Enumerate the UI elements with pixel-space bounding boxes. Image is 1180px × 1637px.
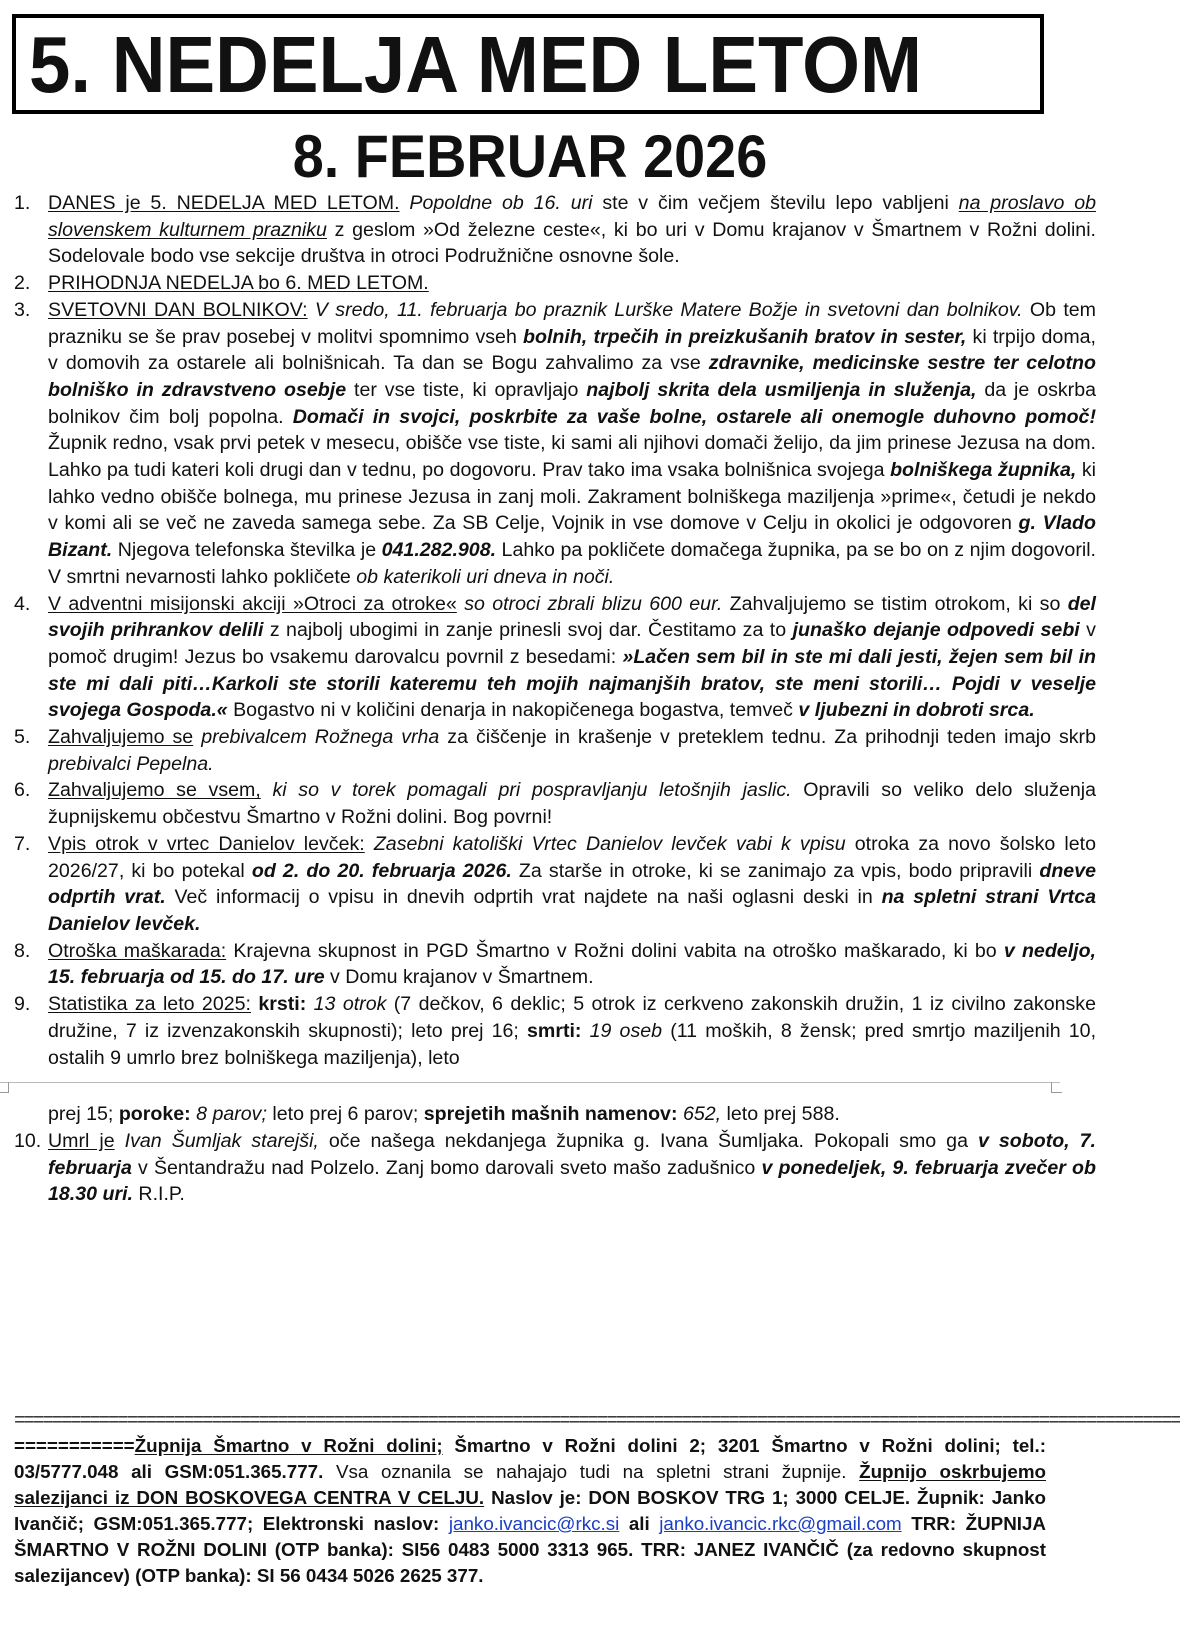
notice-emphasis: od 2. do 20. februarja 2026.: [251, 859, 512, 882]
salesians-note: Župnijo oskrbujemo salezijanci iz DON BOSKOVEGA CENTRA V CELJU.: [14, 1461, 1047, 1508]
notice-number: 9.: [14, 993, 31, 1016]
notice-emphasis: najbolj skrita dela usmiljenja in služenja,: [586, 378, 977, 401]
notice-heading: DANES je 5. NEDELJA MED LETOM.: [48, 192, 400, 214]
notice-heading: na proslavo ob slovenskem kulturnem prazniku: [48, 192, 1096, 241]
email-link-secondary[interactable]: janko.ivancic.rkc@gmail.com: [659, 1513, 902, 1534]
notice-text: ki trpijo doma, v domovih za ostarele ali bolnišnicah. Ta dan se Bogu zahvalimo za vse: [48, 325, 1096, 375]
notice-text: v Šentandražu nad Polzelo. Zanj bomo darovali sveto mašo zadušnico: [131, 1156, 762, 1179]
center-address: Naslov je: DON BOSKOV TRG 1; 3000 CELJE. Župnik: Janko Ivančič; GSM:051.365.777; Elektronski naslov:: [14, 1487, 1046, 1534]
notice-emphasis: 19 oseb: [589, 1019, 663, 1042]
notice-emphasis: zdravnike, medicinske sestre ter celotno bolniško in zdravstveno osebje: [48, 352, 1096, 401]
page-corner-left: [0, 1082, 9, 1093]
notice-text: otroka za novo šolsko leto 2026/27, ki bo potekal: [48, 832, 1097, 882]
notice-item: [14, 724, 1096, 777]
notice-emphasis: 8 parov;: [196, 1103, 267, 1126]
notice-text: v pomoč drugim! Jezus bo vsakemu darovalcu povrnil z besedami:: [48, 619, 1096, 668]
notice-emphasis: g. Vlado Bizant.: [48, 512, 1096, 562]
page-break-marker: [0, 1079, 1060, 1089]
notice-emphasis: sprejetih mašnih namenov:: [423, 1103, 678, 1126]
notice-emphasis: v soboto, 7. februarja: [48, 1129, 1096, 1179]
notice-emphasis: »Lačen sem bil in ste mi dali jesti, žejen sem bil in ste mi dali piti…Karkoli ste storili kateremu teh mojih najmanjših bratov, ste meni storili… Pojdi v veselje svojega Gospoda.«: [48, 645, 1096, 722]
notice-text: [306, 993, 313, 1015]
notice-text: ki lahko vedno obišče bolnega, mu prinese Jezusa in zanj moli. Zakrament bolniškega maziljenja »prime«, četudi je nekdo v komi ali se več ne zaveda samega sebe. Za SB Celje, Vojnik in vse domove v Celju in okolici je odgovoren: [48, 459, 1097, 535]
notice-text: Za starše in otroke, ki se zanimajo za vpis, bodo pripravili: [511, 859, 1040, 882]
page-title: 5. NEDELJA MED LETOM: [29, 20, 922, 109]
notice-heading: SVETOVNI DAN BOLNIKOV:: [48, 298, 308, 321]
notice-text: Krajevna skupnost in PGD Šmartno v Rožni dolini vabita na otroško maškarado, ki bo: [226, 939, 1004, 962]
notice-emphasis: Domači in svojci, poskrbite za vaše bolne, ostarele ali onemogle duhovno pomoč!: [292, 405, 1096, 428]
notice-number: 8.: [14, 939, 31, 962]
notice-text: [261, 779, 273, 801]
notice-emphasis: del svojih prihrankov delili: [48, 592, 1096, 642]
notice-text: z geslom »Od železne ceste«, ki bo uri v Domu krajanov v Šmartnem v Rožni dolini. Sodelovale bodo vse sekcije društva in otroci Podružnične osnovne šole.: [48, 218, 1096, 268]
notice-heading: Zahvaljujemo se vsem,: [48, 779, 261, 802]
notice-text: [308, 299, 315, 321]
notice-heading: V adventni misijonski akciji »Otroci za otroke«: [48, 592, 457, 615]
notice-item: [14, 991, 1097, 1071]
notice-emphasis: ki so v torek pomagali pri pospravljanju letošnjih jaslic.: [272, 779, 792, 802]
notice-number: 5.: [14, 726, 31, 749]
notice-text: ste v čim večjem številu lepo vabljeni: [592, 192, 959, 214]
notice-item: [14, 938, 1096, 991]
notice-emphasis: dneve odprtih vrat.: [48, 859, 1096, 909]
notice-number: 1.: [14, 192, 31, 214]
separator-line: ============================================================================================================================: [14, 1410, 1180, 1432]
notice-text: Opravili so veliko delo služenja župnijskemu občestvu Šmartno v Rožni dolini. Bog povrni!: [48, 779, 1096, 829]
notice-heading: Zahvaljujemo se: [48, 726, 194, 749]
notice-heading: PRIHODNJA NEDELJA bo 6. MED LETOM.: [48, 272, 429, 295]
notice-text: [115, 1130, 125, 1152]
notice-text: [581, 1020, 589, 1042]
notice-text: v Domu krajanov v Šmartnem.: [324, 966, 594, 989]
notice-text: da je oskrba bolnikov čim bolj popolna.: [48, 378, 1097, 428]
notice-text: Ob tem prazniku se še prav posebej v molitvi spomnimo vseh: [48, 298, 1096, 348]
notice-emphasis: Zasebni katoliški Vrtec Danielov levček vabi k vpisu: [373, 832, 846, 855]
notice-heading: Otroška maškarada:: [48, 939, 227, 962]
footer-prefix: ===========: [14, 1435, 135, 1456]
notice-emphasis: Popoldne ob 16. uri: [409, 192, 593, 214]
notice-emphasis: v nedeljo, 15. februarja od 15. do 17. ure: [48, 939, 1096, 989]
notice-emphasis: smrti:: [527, 1019, 582, 1042]
notice-number: 2.: [14, 272, 31, 295]
notice-text: [400, 192, 410, 214]
notice-emphasis: 652,: [682, 1103, 722, 1126]
notice-text: [193, 726, 201, 748]
notice-item: [48, 1101, 1096, 1128]
page-date: 8. FEBRUAR 2026: [292, 123, 768, 190]
notice-text: ter vse tiste, ki opravljajo: [346, 378, 587, 401]
parish-name: Župnija Šmartno v Rožni dolini;: [134, 1435, 443, 1456]
notice-heading: Umrl je: [48, 1129, 115, 1152]
notice-emphasis: Ivan Šumljak starejši,: [124, 1129, 319, 1152]
notice-text: Župnik redno, vsak prvi petek v mesecu, obišče vse tiste, ki sami ali njihovi domači želijo, da jim prinese Jezusa na dom. Lahko pa tudi kateri koli drugi dan v tednu, po dogovoru. Prav tako ima vsaka bolnišnica svojega: [48, 432, 1096, 482]
bank-accounts: TRR: ŽUPNIJA ŠMARTNO V ROŽNI DOLINI (OTP banka): SI56 0483 5000 3313 965. TRR: JANEZ IVANČIČ (za redovno skupnost salezijancev) (OTP banka): SI 56 0434 5026 2625 377.: [14, 1513, 1046, 1586]
notice-text: R.I.P.: [132, 1183, 185, 1206]
notice-text: (11 moških, 8 žensk; pred smrtjo maziljenih 10, ostalih 9 umrlo brez bolniškega maziljenja), leto: [48, 1019, 1097, 1069]
notice-emphasis: bolnih, trpečih in preizkušanih bratov in sester,: [523, 325, 967, 348]
notice-text: Zahvaljujemo se tistim otrokom, ki so: [722, 592, 1068, 615]
notice-text: (7 dečkov, 6 deklic; 5 otrok iz cerkveno zakonskih družin, 1 iz civilno zakonske družine, 7 iz izvenzakonskih skupnosti); leto prej 16;: [48, 993, 1096, 1042]
notice-emphasis: ob katerikoli uri dneva in noči.: [356, 565, 615, 588]
notice-number: 6.: [14, 779, 31, 802]
website-note: Vsa oznanila se nahajajo tudi na spletni strani župnije.: [323, 1461, 860, 1482]
notice-emphasis: krsti:: [258, 993, 307, 1016]
notice-text: prej 15;: [48, 1103, 119, 1126]
notice-text: leto prej 6 parov;: [266, 1103, 424, 1126]
notice-heading: Vpis otrok v vrtec Danielov levček:: [48, 832, 365, 855]
notice-text: leto prej 588.: [721, 1103, 840, 1126]
notice-emphasis: v ponedeljek, 9. februarja zvečer ob 18.30 uri.: [48, 1156, 1096, 1206]
notice-emphasis: V sredo, 11. februarja bo praznik Lurške Matere Božje in svetovni dan bolnikov.: [314, 298, 1023, 321]
notice-item: [14, 777, 1096, 830]
notice-emphasis: v ljubezni in dobroti srca.: [798, 699, 1035, 722]
notice-emphasis: junaško dejanje odpovedi sebi: [792, 619, 1080, 642]
notice-emphasis: so otroci zbrali blizu 600 eur.: [464, 592, 723, 615]
notice-number: 4.: [14, 592, 31, 615]
email-link-primary[interactable]: janko.ivancic@rkc.si: [448, 1513, 620, 1534]
notice-number: 7.: [14, 832, 31, 855]
notice-text: oče našega nekdanjega župnika g. Ivana Šumljaka. Pokopali smo ga: [318, 1129, 978, 1152]
notice-item: [14, 297, 1097, 591]
notice-heading: Statistika za leto 2025:: [48, 993, 251, 1016]
page-break-line: [0, 1082, 1060, 1083]
notice-emphasis: prebivalcem Rožnega vrha: [201, 726, 440, 749]
footer: [14, 1433, 1046, 1589]
notice-emphasis: bolniškega župnika,: [890, 459, 1077, 482]
notice-text: Bogastvo ni v količini denarja in nakopičenega bogastva, temveč: [227, 699, 799, 722]
notice-emphasis: 13 otrok: [313, 993, 387, 1016]
notice-emphasis: 041.282.908.: [381, 539, 497, 562]
notice-emphasis: poroke:: [118, 1103, 191, 1126]
notice-item: [14, 831, 1097, 938]
notice-item: [14, 190, 1096, 270]
notice-number: 3.: [14, 298, 31, 321]
parish-address: Šmartno v Rožni dolini 2; 3201 Šmartno v Rožni dolini; tel.: 03/5777.048 ali GSM:051.365.777.: [14, 1435, 1046, 1482]
notice-item: [14, 591, 1096, 725]
page-corner-right: [1051, 1082, 1062, 1093]
email-or: ali: [619, 1513, 660, 1534]
notice-text: Več informacij o vpisu in dnevih odprtih vrat najdete na naši oglasni deski in: [165, 886, 882, 909]
notice-text: za čiščenje in krašenje v preteklem tednu. Za prihodnji teden imajo skrb: [439, 726, 1096, 749]
notice-item: [14, 270, 1096, 297]
notice-emphasis: na spletni strani Vrtca Danielov levček.: [48, 886, 1096, 935]
notice-text: Njegova telefonska številka je: [112, 539, 382, 562]
notice-text: Lahko pa pokličete domačega župnika, pa se bo on z njim dogovoril. V smrtni nevarnosti lahko pokličete: [48, 539, 1096, 588]
title-box: [12, 14, 1044, 114]
notices-list: [0, 190, 1096, 1208]
notice-text: z najbolj ubogimi in zanje prinesli svoj dar. Čestitamo za to: [263, 619, 793, 642]
notice-number: 10.: [14, 1129, 42, 1152]
notice-text: [365, 833, 374, 855]
notice-emphasis: prebivalci Pepelna.: [48, 752, 214, 775]
notice-item: [14, 1128, 1096, 1208]
